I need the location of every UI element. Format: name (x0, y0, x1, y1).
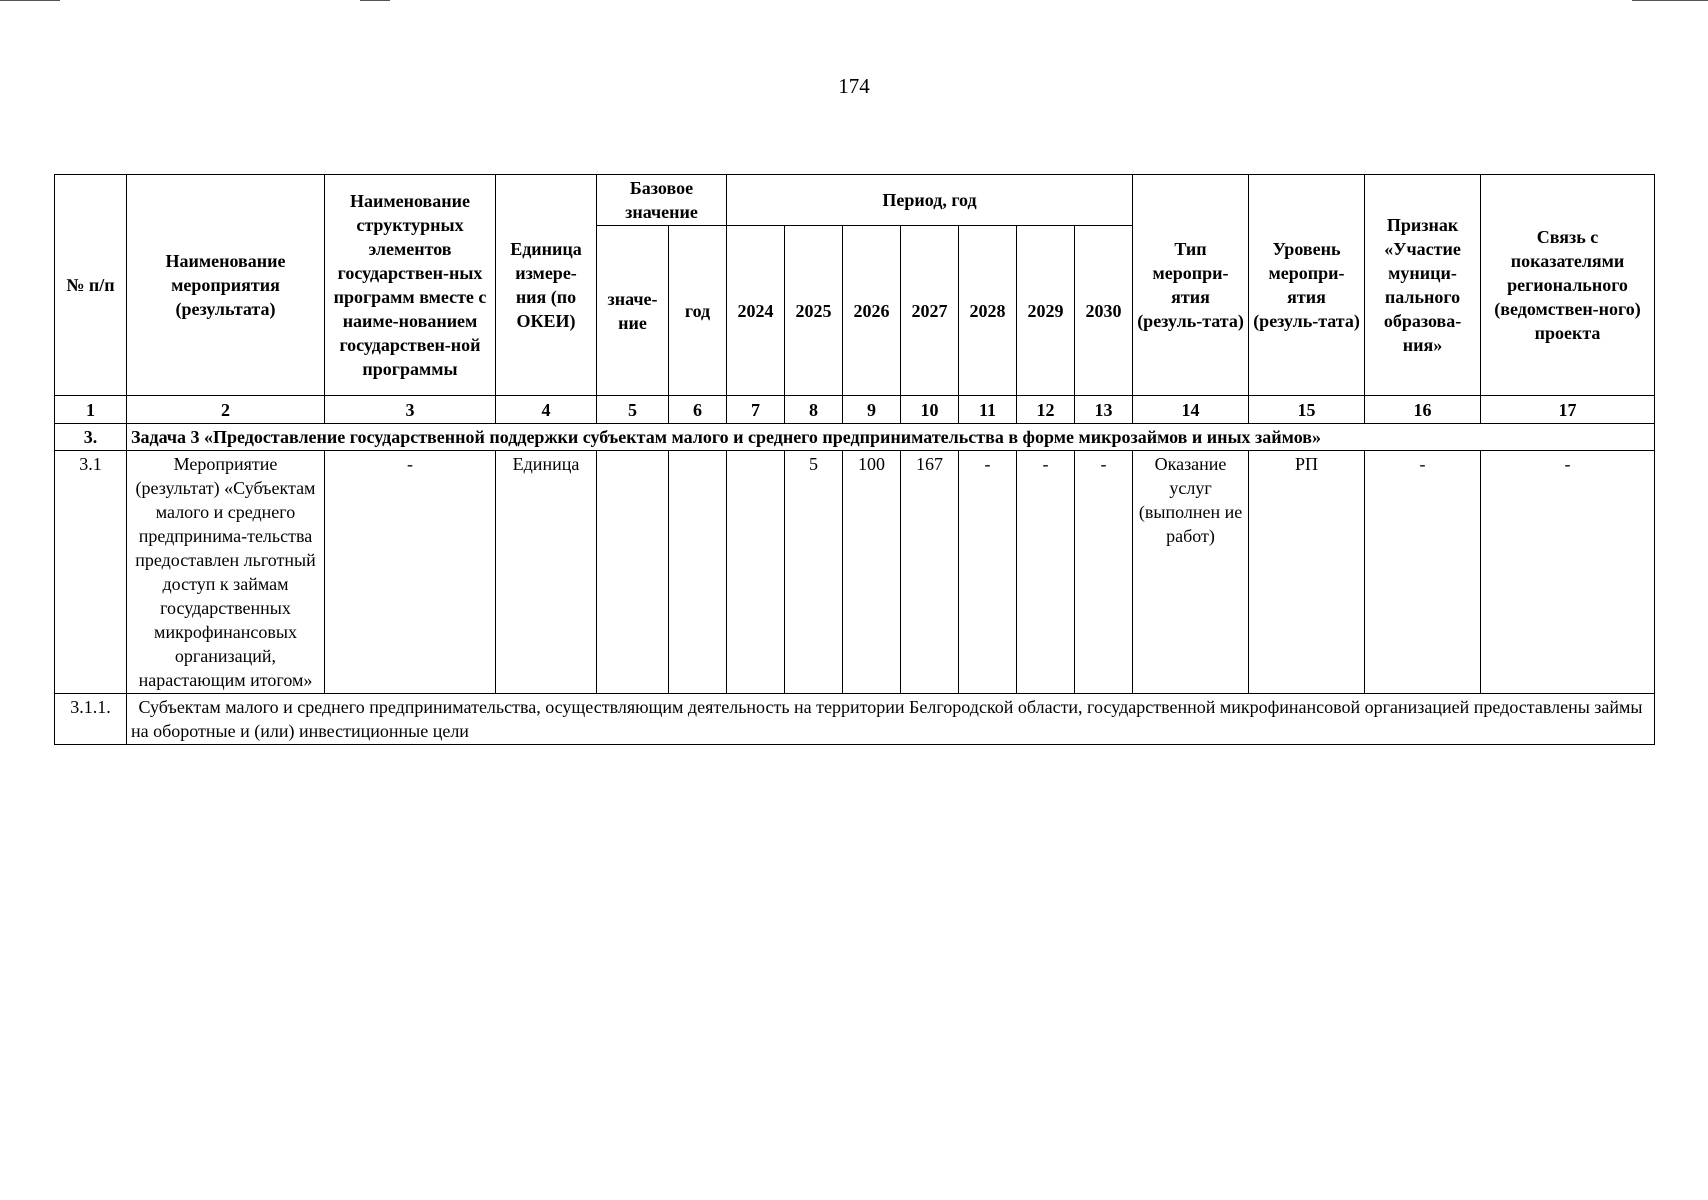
header-year-2030: 2030 (1075, 226, 1133, 396)
measure-base-value (597, 451, 669, 694)
measure-value-2028: - (959, 451, 1017, 694)
column-number: 12 (1017, 396, 1075, 424)
measure-unit: Единица (496, 451, 597, 694)
column-number: 2 (127, 396, 325, 424)
measure-level: РП (1249, 451, 1365, 694)
table-row (55, 451, 1655, 694)
measure-sign: - (1365, 451, 1481, 694)
header-year-2024: 2024 (727, 226, 785, 396)
column-number: 17 (1481, 396, 1655, 424)
sub-number: 3.1.1. (55, 694, 127, 745)
measure-type: Оказание услуг (выполнен ие работ) (1133, 451, 1249, 694)
header-struct: Наименование структурных элементов государствен-ных программ вместе с наиме-нованием государствен-ной программы (325, 175, 496, 396)
measure-value-2025: 5 (785, 451, 843, 694)
scan-edge-mid (360, 0, 390, 1)
header-type: Тип меропри-ятия (резуль-тата) (1133, 175, 1249, 396)
measure-value-2024 (727, 451, 785, 694)
header-period: Период, год (727, 175, 1133, 226)
header-name: Наименование мероприятия (результата) (127, 175, 325, 396)
header-sign: Признак «Участие муници-пального образова-ния» (1365, 175, 1481, 396)
measure-struct: - (325, 451, 496, 694)
task-number: 3. (55, 424, 127, 451)
sub-row (55, 694, 1655, 745)
header-year-2026: 2026 (843, 226, 901, 396)
sub-description: Субъектам малого и среднего предпринимательства, осуществляющим деятельность на территории Белгородской области, государственной микрофинансовой организацией предоставлены займы на оборотные и (или) инвестиционные цели (127, 694, 1655, 745)
header-base-year-sub: год (669, 226, 727, 396)
task-title: Задача 3 «Предоставление государственной поддержки субъектам малого и среднего предпринимательства в форме микрозаймов и иных займов» (127, 424, 1655, 451)
measure-value-2027: 167 (901, 451, 959, 694)
measure-base-year (669, 451, 727, 694)
header-base-value: Базовое значение (597, 175, 727, 226)
header-year-2027: 2027 (901, 226, 959, 396)
column-number: 5 (597, 396, 669, 424)
column-number: 9 (843, 396, 901, 424)
column-number: 8 (785, 396, 843, 424)
task-row (55, 424, 1655, 451)
header-year-2029: 2029 (1017, 226, 1075, 396)
header-level: Уровень меропри-ятия (резуль-тата) (1249, 175, 1365, 396)
measure-value-2030: - (1075, 451, 1133, 694)
header-year-2028: 2028 (959, 226, 1017, 396)
scan-edge-left (0, 0, 60, 1)
column-number: 10 (901, 396, 959, 424)
column-number: 4 (496, 396, 597, 424)
measure-value-2026: 100 (843, 451, 901, 694)
table-header (55, 175, 1655, 424)
header-year-2025: 2025 (785, 226, 843, 396)
page-number: 174 (838, 74, 870, 98)
column-number: 15 (1249, 396, 1365, 424)
activities-table (54, 174, 1655, 745)
measure-number: 3.1 (55, 451, 127, 694)
header-link: Связь с показателями регионального (ведомствен-ного) проекта (1481, 175, 1655, 396)
table-body (55, 424, 1655, 745)
column-number: 16 (1365, 396, 1481, 424)
header-num: № п/п (55, 175, 127, 396)
column-number: 3 (325, 396, 496, 424)
measure-value-2029: - (1017, 451, 1075, 694)
column-number: 14 (1133, 396, 1249, 424)
measure-name: Мероприятие (результат) «Субъектам малого и среднего предпринима-тельства предоставлен льготный доступ к займам государственных микрофинансовых организаций, нарастающим итогом» (127, 451, 325, 694)
scan-edge-right (1632, 0, 1708, 1)
measure-link: - (1481, 451, 1655, 694)
column-number: 11 (959, 396, 1017, 424)
column-number: 7 (727, 396, 785, 424)
header-unit: Единица измере-ния (по ОКЕИ) (496, 175, 597, 396)
column-number: 1 (55, 396, 127, 424)
column-number: 13 (1075, 396, 1133, 424)
header-base-value-sub: значе-ние (597, 226, 669, 396)
column-number: 6 (669, 396, 727, 424)
column-numbers-row (55, 396, 1655, 424)
